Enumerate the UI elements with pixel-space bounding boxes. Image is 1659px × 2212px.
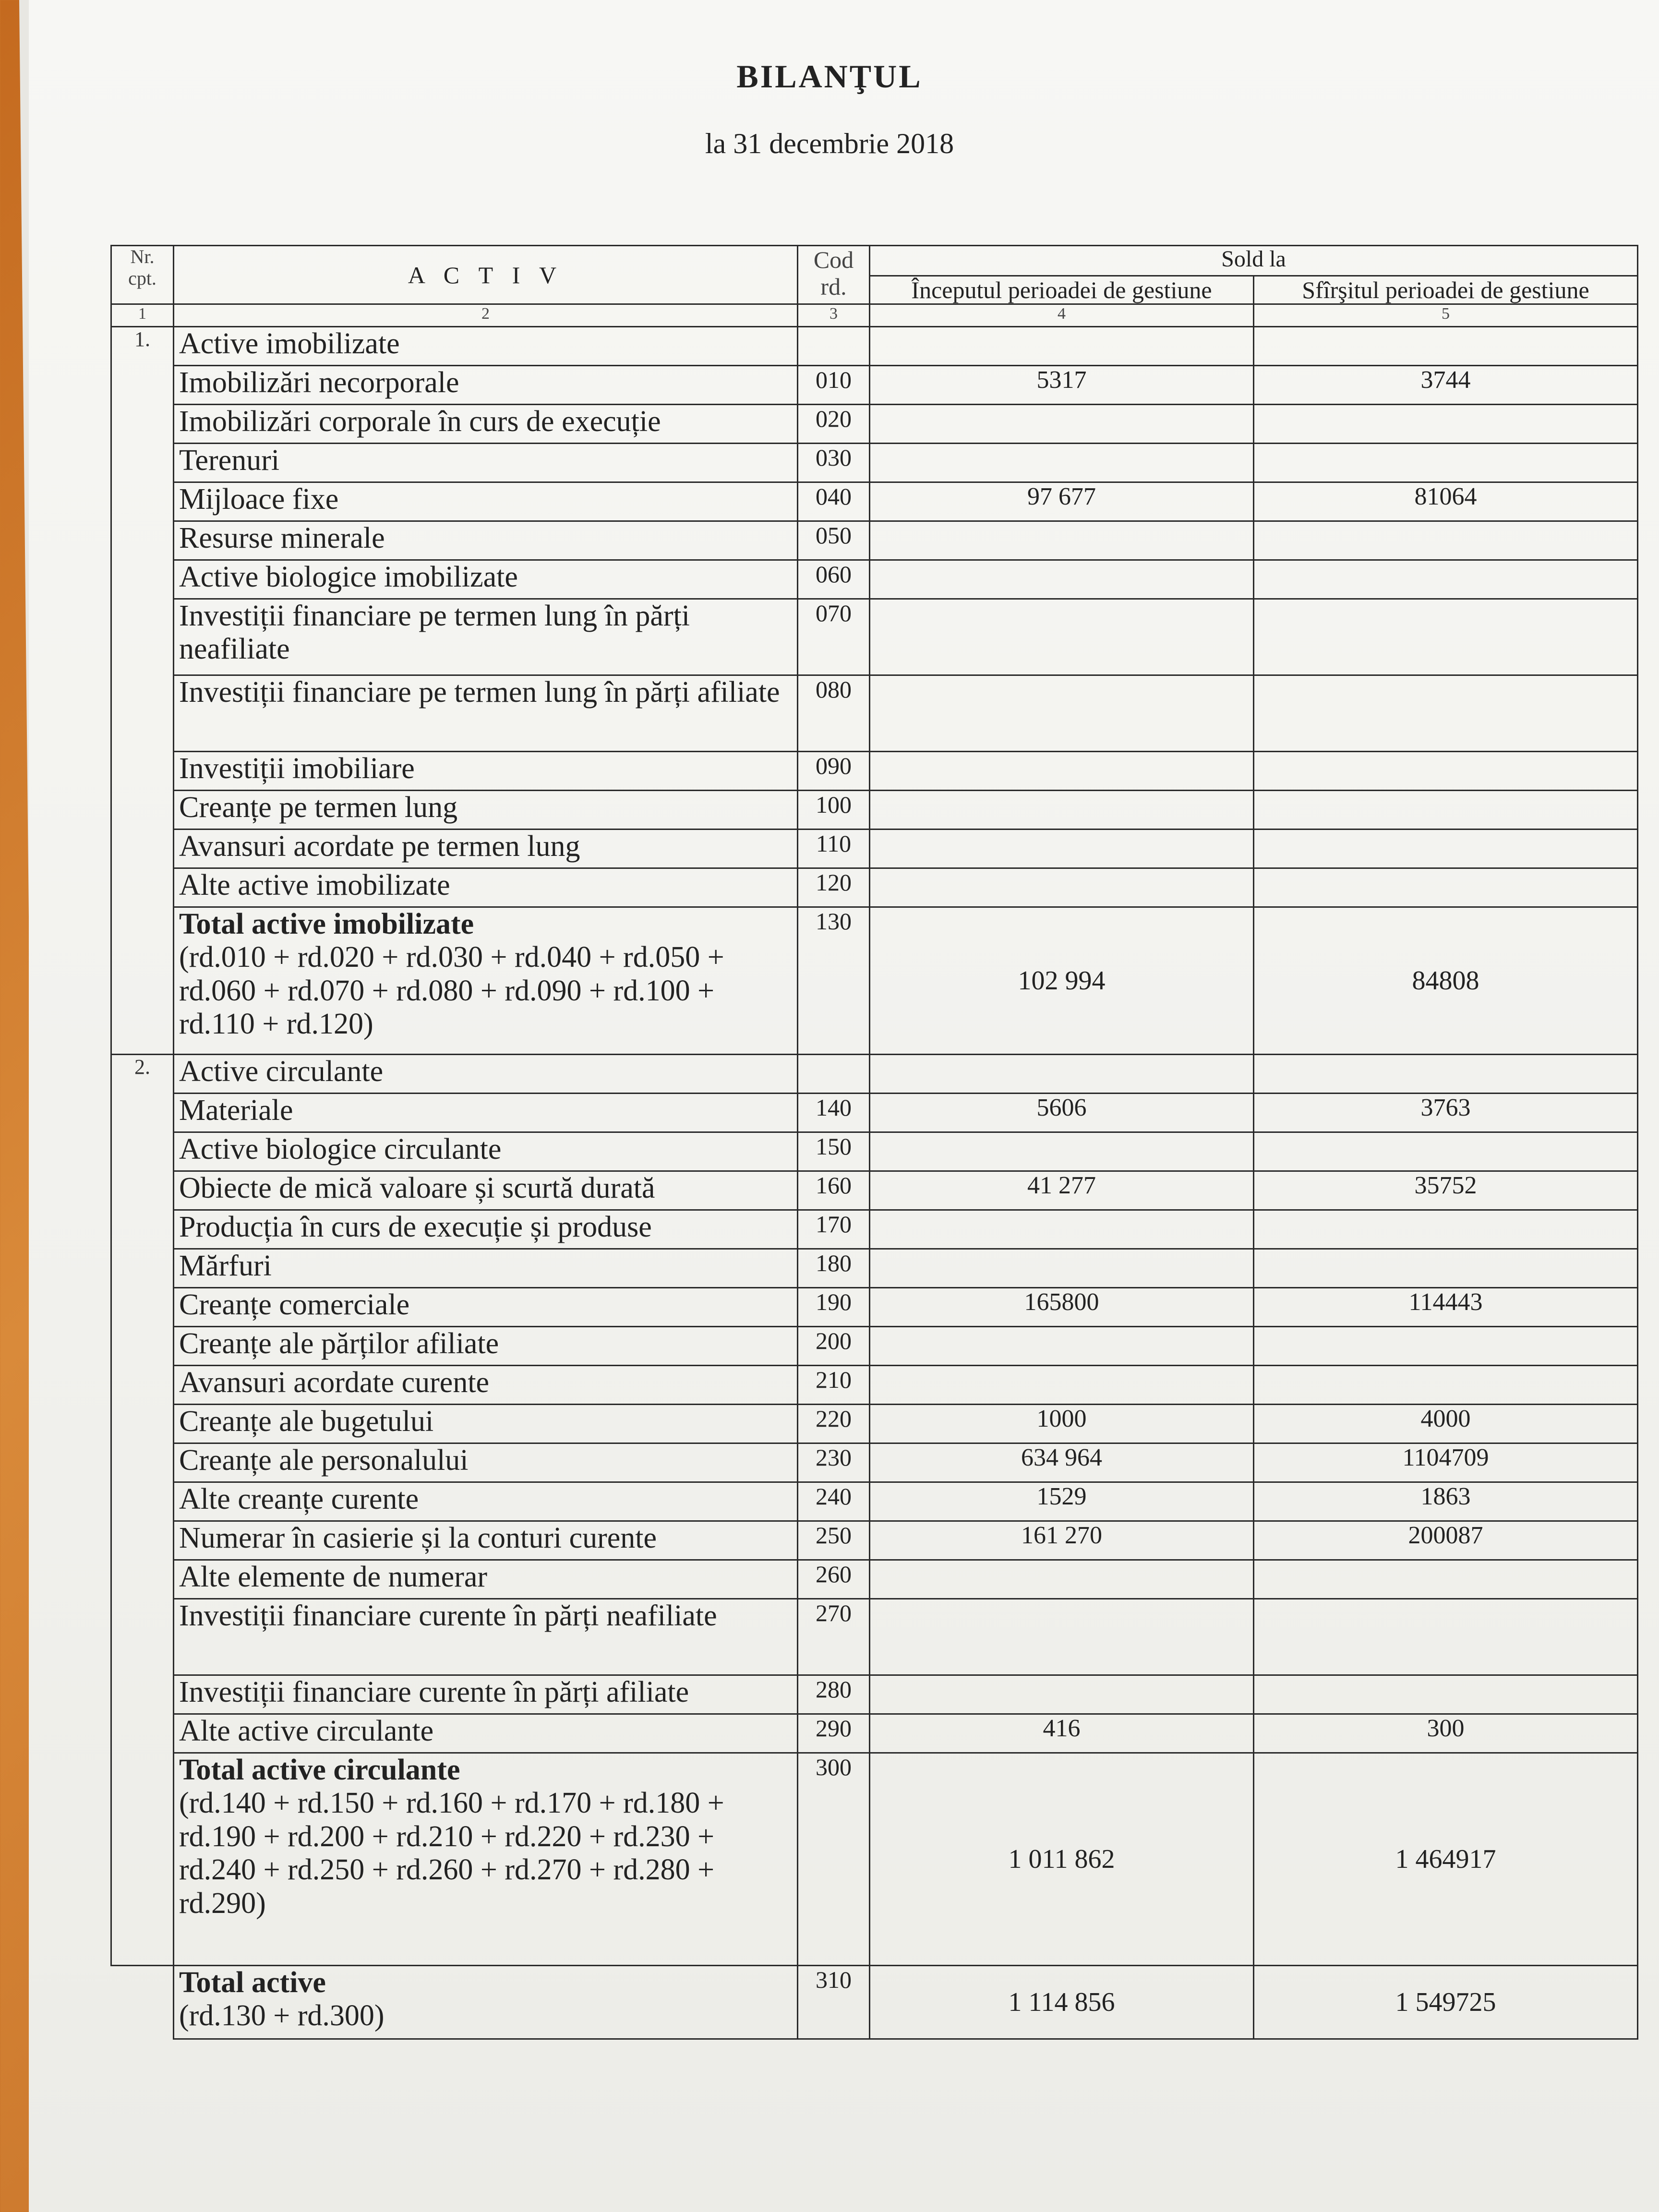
total-formula: (rd.010 + rd.020 + rd.030 + rd.040 + rd.050 + rd.060 + rd.070 + rd.080 + rd.090 + rd.100 + rd.110 + rd.120) [179,941,724,1041]
start-value: 165800 [870,1288,1254,1327]
row-label: Numerar în casierie și la conturi curente [174,1521,798,1560]
row-label: Obiecte de mică valoare și scurtă durată [174,1171,798,1210]
table-row [111,1482,1638,1521]
end-value [1254,444,1638,482]
table-row [111,599,1638,675]
row-code: 210 [798,1366,870,1405]
row-code: 100 [798,791,870,830]
row-label: Investiții financiare pe termen lung în părți neafiliate [174,599,798,675]
row-code: 230 [798,1443,870,1482]
table-row [111,675,1638,752]
table-row [111,830,1638,868]
end-value: 4000 [1254,1405,1638,1443]
section-number: 1. [111,327,174,1055]
row-label: Investiții financiare curente în părți neafiliate [174,1599,798,1675]
total-label [174,907,798,1055]
end-value [1254,1210,1638,1249]
row-code: 300 [798,1753,870,1966]
row-label: Active biologice circulante [174,1132,798,1171]
header-activ: A C T I V [174,246,798,304]
start-value: 1529 [870,1482,1254,1521]
grand-total-label [174,1966,798,2039]
row-code: 160 [798,1171,870,1210]
row-label: Investiții imobiliare [174,752,798,791]
table-row [111,1405,1638,1443]
total-formula: (rd.140 + rd.150 + rd.160 + rd.170 + rd.180 + rd.190 + rd.200 + rd.210 + rd.220 + rd.230 + rd.240 + rd.250 + rd.260 + rd.270 + rd.280 + rd.290) [179,1787,724,1920]
row-code: 020 [798,405,870,444]
end-value [1254,675,1638,752]
table-row [111,366,1638,405]
total-row [111,1753,1638,1966]
header-cod: Cod rd. [798,246,870,304]
start-value [870,868,1254,907]
row-code: 170 [798,1210,870,1249]
end-value [1254,599,1638,675]
start-value [870,1249,1254,1288]
start-value: 102 994 [870,907,1254,1055]
start-value: 5606 [870,1094,1254,1132]
end-value: 200087 [1254,1521,1638,1560]
grand-total-formula: (rd.130 + rd.300) [179,1999,385,2032]
row-code: 250 [798,1521,870,1560]
end-value: 3744 [1254,366,1638,405]
end-value [1254,1675,1638,1714]
start-value [870,1210,1254,1249]
row-code: 130 [798,907,870,1055]
start-value [870,791,1254,830]
row-code: 180 [798,1249,870,1288]
table-row [111,405,1638,444]
end-value: 1 464917 [1254,1753,1638,1966]
start-value: 5317 [870,366,1254,405]
end-value: 35752 [1254,1171,1638,1210]
start-value [870,1599,1254,1675]
total-row [111,907,1638,1055]
row-label: Resurse minerale [174,521,798,560]
column-number: 4 [870,304,1254,327]
end-value [1254,1327,1638,1366]
row-label: Creanțe ale părților afiliate [174,1327,798,1366]
end-value [1254,560,1638,599]
section-number: 2. [111,1055,174,1966]
table-row [111,482,1638,521]
table-row [111,560,1638,599]
row-label: Avansuri acordate curente [174,1366,798,1405]
row-code: 050 [798,521,870,560]
table-row [111,1366,1638,1405]
row-code: 030 [798,444,870,482]
column-number: 1 [111,304,174,327]
table-row [111,1560,1638,1599]
row-code: 190 [798,1288,870,1327]
row-code: 220 [798,1405,870,1443]
row-label: Imobilizări corporale în curs de execuție [174,405,798,444]
table-row [111,1521,1638,1560]
table-row [111,1443,1638,1482]
column-number: 2 [174,304,798,327]
header-sold: Sold la [870,246,1638,276]
end-value: 1 549725 [1254,1966,1638,2039]
start-value [870,1366,1254,1405]
row-code: 120 [798,868,870,907]
row-label: Alte creanțe curente [174,1482,798,1521]
end-value: 1863 [1254,1482,1638,1521]
start-value [870,675,1254,752]
row-code: 140 [798,1094,870,1132]
row-label: Investiții financiare pe termen lung în părți afiliate [174,675,798,752]
table-row [111,1132,1638,1171]
table-row [111,1675,1638,1714]
start-value [870,830,1254,868]
row-label: Avansuri acordate pe termen lung [174,830,798,868]
table-row [111,1249,1638,1288]
row-code: 240 [798,1482,870,1521]
start-value: 634 964 [870,1443,1254,1482]
row-code: 090 [798,752,870,791]
start-value: 97 677 [870,482,1254,521]
row-label: Mijloace fixe [174,482,798,521]
start-value [870,1675,1254,1714]
total-title: Total active circulante [179,1754,460,1786]
table-row [111,521,1638,560]
start-value [870,1560,1254,1599]
column-number: 3 [798,304,870,327]
row-label: Terenuri [174,444,798,482]
end-value [1254,868,1638,907]
row-code: 010 [798,366,870,405]
start-value [870,599,1254,675]
section-title: Active imobilizate [174,327,798,366]
row-label: Creanțe ale personalului [174,1443,798,1482]
table-row [111,444,1638,482]
end-value: 300 [1254,1714,1638,1753]
end-value [1254,405,1638,444]
end-value [1254,791,1638,830]
row-label: Mărfuri [174,1249,798,1288]
start-value [870,405,1254,444]
row-code: 040 [798,482,870,521]
table-row [111,1171,1638,1210]
start-value [870,521,1254,560]
table-row [111,1288,1638,1327]
row-code: 270 [798,1599,870,1675]
table-row [111,752,1638,791]
start-value: 161 270 [870,1521,1254,1560]
start-value [870,1132,1254,1171]
start-value: 1 114 856 [870,1966,1254,2039]
end-value [1254,1249,1638,1288]
header-start-period: Începutul perioadei de gestiune [870,276,1254,304]
row-label: Imobilizări necorporale [174,366,798,405]
start-value [870,752,1254,791]
column-number: 5 [1254,304,1638,327]
row-label: Alte elemente de numerar [174,1560,798,1599]
table-row [111,868,1638,907]
row-label: Producția în curs de execuție și produse [174,1210,798,1249]
total-label [174,1753,798,1966]
row-code: 110 [798,830,870,868]
end-value: 84808 [1254,907,1638,1055]
row-code: 150 [798,1132,870,1171]
end-value [1254,1560,1638,1599]
row-code: 290 [798,1714,870,1753]
end-value: 81064 [1254,482,1638,521]
row-code: 260 [798,1560,870,1599]
end-value [1254,1366,1638,1405]
start-value: 41 277 [870,1171,1254,1210]
table-row [111,1327,1638,1366]
header-end-period: Sfîrşitul perioadei de gestiune [1254,276,1638,304]
table-row [111,1599,1638,1675]
table-row [111,1210,1638,1249]
end-value [1254,521,1638,560]
table-row [111,1714,1638,1753]
document-subtitle: la 31 decembrie 2018 [705,128,954,159]
total-title: Total active imobilizate [179,908,474,940]
end-value: 114443 [1254,1288,1638,1327]
row-code: 070 [798,599,870,675]
balance-sheet-table [110,245,1638,2040]
start-value: 1 011 862 [870,1753,1254,1966]
row-label: Alte active circulante [174,1714,798,1753]
document-title: BILANŢUL [736,58,923,95]
row-label: Creanțe pe termen lung [174,791,798,830]
start-value [870,560,1254,599]
header-nr: Nr. cpt. [111,246,174,304]
start-value: 416 [870,1714,1254,1753]
end-value: 3763 [1254,1094,1638,1132]
table-row [111,1094,1638,1132]
grand-total-title: Total active [179,1966,326,1999]
end-value [1254,752,1638,791]
row-code: 080 [798,675,870,752]
row-label: Investiții financiare curente în părți afiliate [174,1675,798,1714]
row-label: Materiale [174,1094,798,1132]
start-value [870,444,1254,482]
end-value [1254,1132,1638,1171]
row-label: Alte active imobilizate [174,868,798,907]
end-value [1254,830,1638,868]
row-label: Creanțe comerciale [174,1288,798,1327]
start-value [870,1327,1254,1366]
row-label: Creanțe ale bugetului [174,1405,798,1443]
grand-total-row [111,1966,1638,2039]
start-value: 1000 [870,1405,1254,1443]
end-value: 1104709 [1254,1443,1638,1482]
end-value [1254,1599,1638,1675]
row-code: 280 [798,1675,870,1714]
row-label: Active biologice imobilizate [174,560,798,599]
table-row [111,791,1638,830]
section-title: Active circulante [174,1055,798,1094]
row-code: 310 [798,1966,870,2039]
row-code: 200 [798,1327,870,1366]
row-code: 060 [798,560,870,599]
